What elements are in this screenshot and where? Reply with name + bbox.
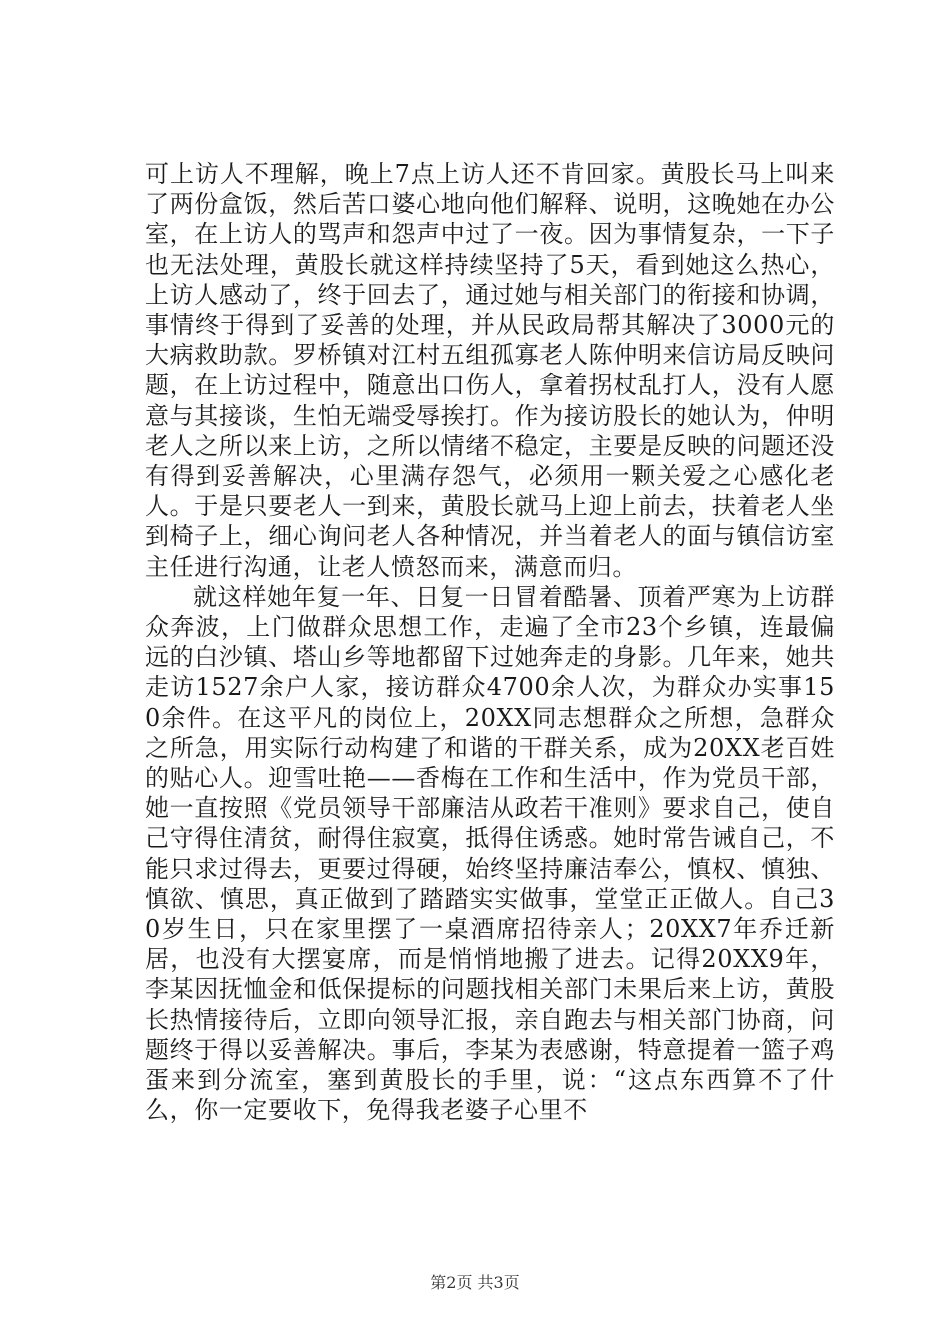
page-number-footer: 第2页 共3页 bbox=[430, 1273, 520, 1292]
body-text bbox=[145, 159, 835, 1126]
paragraph-2: 就这样她年复一年、日复一日冒着酷暑、顶着严寒为上访群众奔波，上门做群众思想工作，走遍了全市23个乡镇，连最偏远的白沙镇、塔山乡等地都留下过她奔走的身影。几年来，她共走访1527余户人家，接访群众4700余人次，为群众办实事150余件。在这平凡的岗位上，20XX同志想群众之所想，急群众之所急，用实际行动构建了和谐的干群关系，成为20XX老百姓的贴心人。迎雪吐艳——香梅在工作和生活中，作为党员干部，她一直按照《党员领导干部廉洁从政若干准则》要求自己，使自己守得住清贫，耐得住寂寞，抵得住诱惑。她时常告诫自己，不能只求过得去，更要过得硬，始终坚持廉洁奉公，慎权、慎独、慎欲、慎思，真正做到了踏踏实实做事，堂堂正正做人。自己30岁生日，只在家里摆了一桌酒席招待亲人；20XX7年乔迁新居，也没有大摆宴席，而是悄悄地搬了进去。记得20XX9年，李某因抚恤金和低保提标的问题找相关部门未果后来上访，黄股长热情接待后，立即向领导汇报，亲自跑去与相关部门协商，问题终于得以妥善解决。事后，李某为表感谢，特意提着一篮子鸡蛋来到分流室，塞到黄股长的手里，说：“这点东西算不了什么，你一定要收下，免得我老婆子心里不 bbox=[145, 582, 835, 1125]
paragraph-1: 可上访人不理解，晚上7点上访人还不肯回家。黄股长马上叫来了两份盒饭，然后苦口婆心地向他们解释、说明，这晚她在办公室，在上访人的骂声和怨声中过了一夜。因为事情复杂，一下子也无法处理，黄股长就这样持续坚持了5天，看到她这么热心，上访人感动了，终于回去了，通过她与相关部门的衔接和协调，事情终于得到了妥善的处理，并从民政局帮其解决了3000元的大病救助款。罗桥镇对江村五组孤寡老人陈仲明来信访局反映问题，在上访过程中，随意出口伤人，拿着拐杖乱打人，没有人愿意与其接谈，生怕无端受辱挨打。作为接访股长的她认为，仲明老人之所以来上访，之所以情绪不稳定，主要是反映的问题还没有得到妥善解决，心里满存怨气，必须用一颗关爱之心感化老人。于是只要老人一到来，黄股长就马上迎上前去，扶着老人坐到椅子上，细心询问老人各种情况，并当着老人的面与镇信访室主任进行沟通，让老人愤怒而来，满意而归。 bbox=[145, 160, 835, 581]
